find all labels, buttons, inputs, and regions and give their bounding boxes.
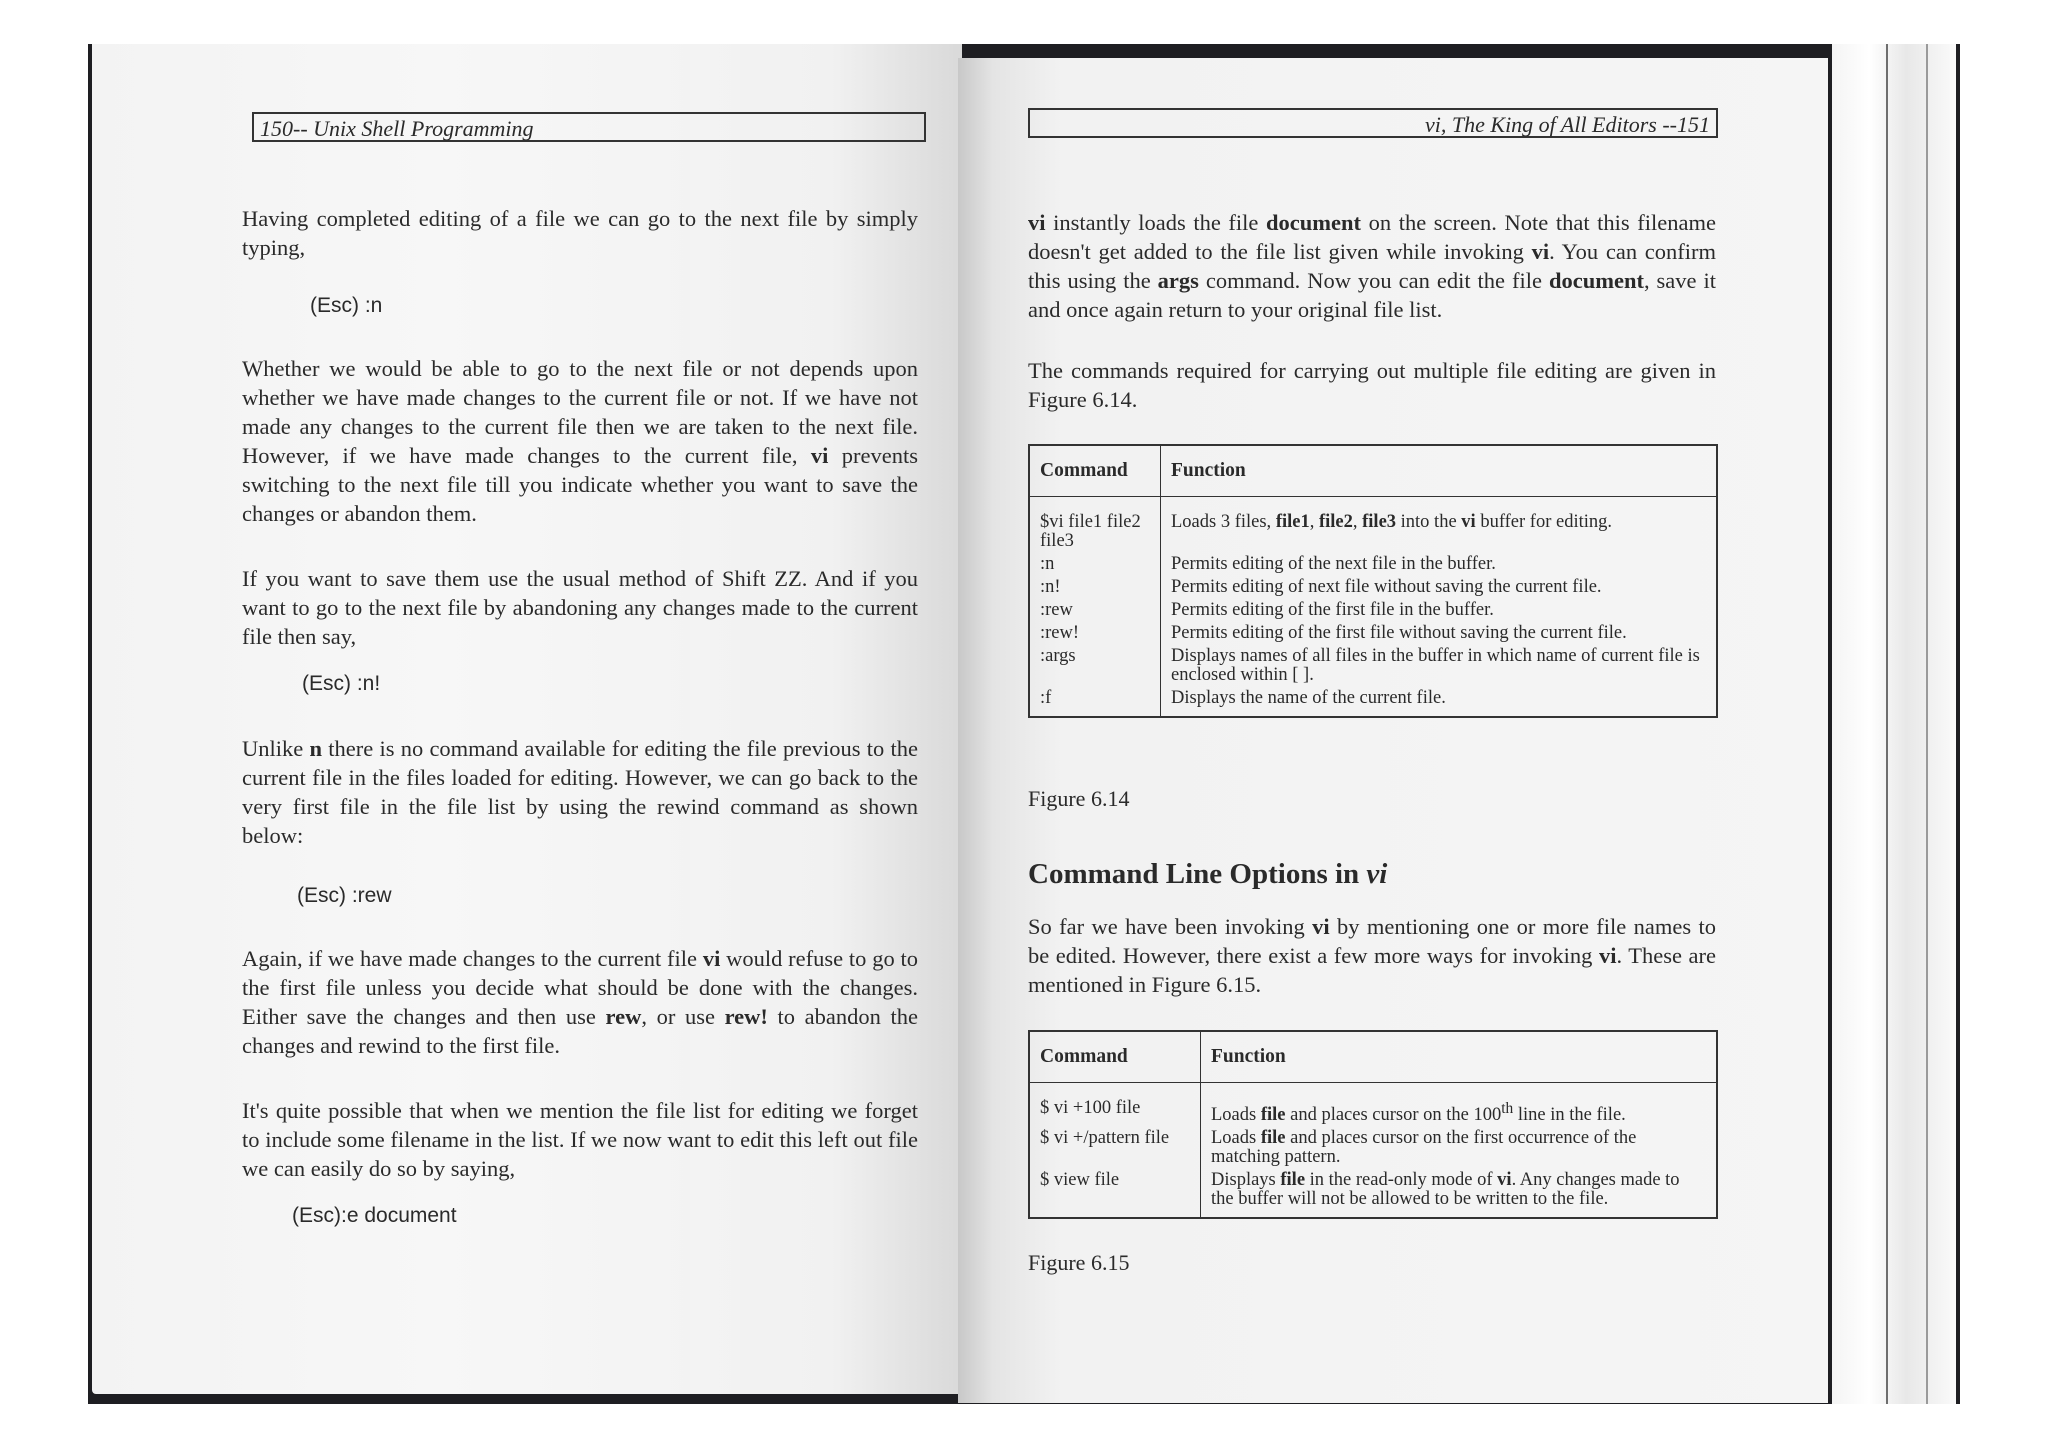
right-paragraph-1: vi instantly loads the file document on the screen. Note that this filename doesn't get added to the file list given while invoking vi. You can confirm this using the args command. Now you can edit the file document, save it and once again return to your original file list. [1028, 210, 1717, 322]
table1-header-function: Function [1161, 445, 1718, 497]
table-row [1029, 599, 1717, 622]
table1-cell-function: Loads 3 files, file1, file2, file3 into the vi buffer for editing. [1161, 497, 1718, 554]
table2-cell-command: $ view file [1029, 1169, 1201, 1218]
figure-6-14-table [1028, 444, 1718, 718]
page-edge-line [1886, 44, 1888, 1404]
table-row [1029, 622, 1717, 645]
code-edit-document: (Esc):e document [292, 1204, 457, 1227]
table2-cell-command: $ vi +/pattern file [1029, 1127, 1201, 1169]
table-row [1029, 1127, 1717, 1169]
left-paragraph-3: If you want to save them use the usual method of Shift ZZ. And if you want to go to the next file by abandoning any changes made to the current file then say, [242, 566, 918, 649]
left-page-header: 150-- Unix Shell Programming [252, 112, 926, 142]
table1-cell-command: :f [1029, 687, 1161, 717]
table1-cell-function: Permits editing of next file without saving the current file. [1161, 576, 1718, 599]
figure-6-15-table [1028, 1030, 1718, 1219]
section-heading: Command Line Options in vi [1028, 858, 1388, 890]
table1-cell-function: Permits editing of the next file in the buffer. [1161, 553, 1718, 576]
right-page-header: vi, The King of All Editors --151 [1028, 108, 1718, 138]
table1-cell-command: :args [1029, 645, 1161, 687]
left-page [92, 44, 962, 1394]
table2-header-command: Command [1029, 1031, 1201, 1083]
code-rewind: (Esc) :rew [297, 884, 392, 907]
table1-cell-command: :rew [1029, 599, 1161, 622]
table1-header-command: Command [1029, 445, 1161, 497]
right-paragraph-2: The commands required for carrying out multiple file editing are given in Figure 6.14. [1028, 358, 1716, 412]
figure-6-14-caption: Figure 6.14 [1028, 786, 1130, 811]
code-next-file: (Esc) :n [310, 294, 383, 317]
table-row [1029, 553, 1717, 576]
table2-cell-command: $ vi +100 file [1029, 1083, 1201, 1128]
table2-cell-function: Displays file in the read-only mode of vi. Any changes made to the buffer will not be allowed to be written to the file. [1201, 1169, 1718, 1218]
table1-cell-function: Permits editing of the first file in the buffer. [1161, 599, 1718, 622]
left-paragraph-4: Unlike n there is no command available for editing the file previous to the current file in the files loaded for editing. However, we can go back to the very first file in the file list by using the rewind command as shown below: [242, 736, 918, 848]
page-edge-line [1926, 44, 1928, 1404]
table1-cell-function: Permits editing of the first file without saving the current file. [1161, 622, 1718, 645]
table-row [1029, 687, 1717, 717]
page-edge-stack [1832, 44, 1956, 1404]
table1-cell-function: Displays the name of the current file. [1161, 687, 1718, 717]
table2-header-function: Function [1201, 1031, 1718, 1083]
table1-cell-command: :n [1029, 553, 1161, 576]
table-row [1029, 1083, 1717, 1128]
table1-cell-function: Displays names of all files in the buffer in which name of current file is enclosed within [ ]. [1161, 645, 1718, 687]
table2-cell-function: Loads file and places cursor on the 100th line in the file. [1201, 1083, 1718, 1128]
left-paragraph-6: It's quite possible that when we mention the file list for editing we forget to include some filename in the list. If we now want to edit this left out file we can easily do so by saying, [242, 1098, 918, 1181]
left-paragraph-5: Again, if we have made changes to the current file vi would refuse to go to the first file unless you decide what should be done with the changes. Either save the changes and then use rew, or use rew! to abandon the changes and rewind to the first file. [242, 946, 919, 1058]
table-row [1029, 497, 1717, 554]
right-paragraph-3: So far we have been invoking vi by mentioning one or more file names to be edited. However, there exist a few more ways for invoking vi. These are mentioned in Figure 6.15. [1028, 914, 1716, 997]
right-page [958, 58, 1828, 1403]
table1-cell-command: :n! [1029, 576, 1161, 599]
code-next-abandon: (Esc) :n! [302, 672, 381, 695]
left-paragraph-2: Whether we would be able to go to the next file or not depends upon whether we have made changes to the current file or not. If we have not made any changes to the current file then we are taken to the next file. However, if we have made changes to the current file, vi prevents switching to the next file till you indicate whether you want to save the changes or abandon them. [242, 356, 918, 526]
table-row [1029, 1169, 1717, 1218]
table-row [1029, 645, 1717, 687]
left-paragraph-1: Having completed editing of a file we can go to the next file by simply typing, [242, 206, 918, 260]
figure-6-15-caption: Figure 6.15 [1028, 1250, 1130, 1275]
table1-cell-command: $vi file1 file2 file3 [1029, 497, 1161, 554]
table-row [1029, 576, 1717, 599]
table1-cell-command: :rew! [1029, 622, 1161, 645]
table2-cell-function: Loads file and places cursor on the first occurrence of the matching pattern. [1201, 1127, 1718, 1169]
